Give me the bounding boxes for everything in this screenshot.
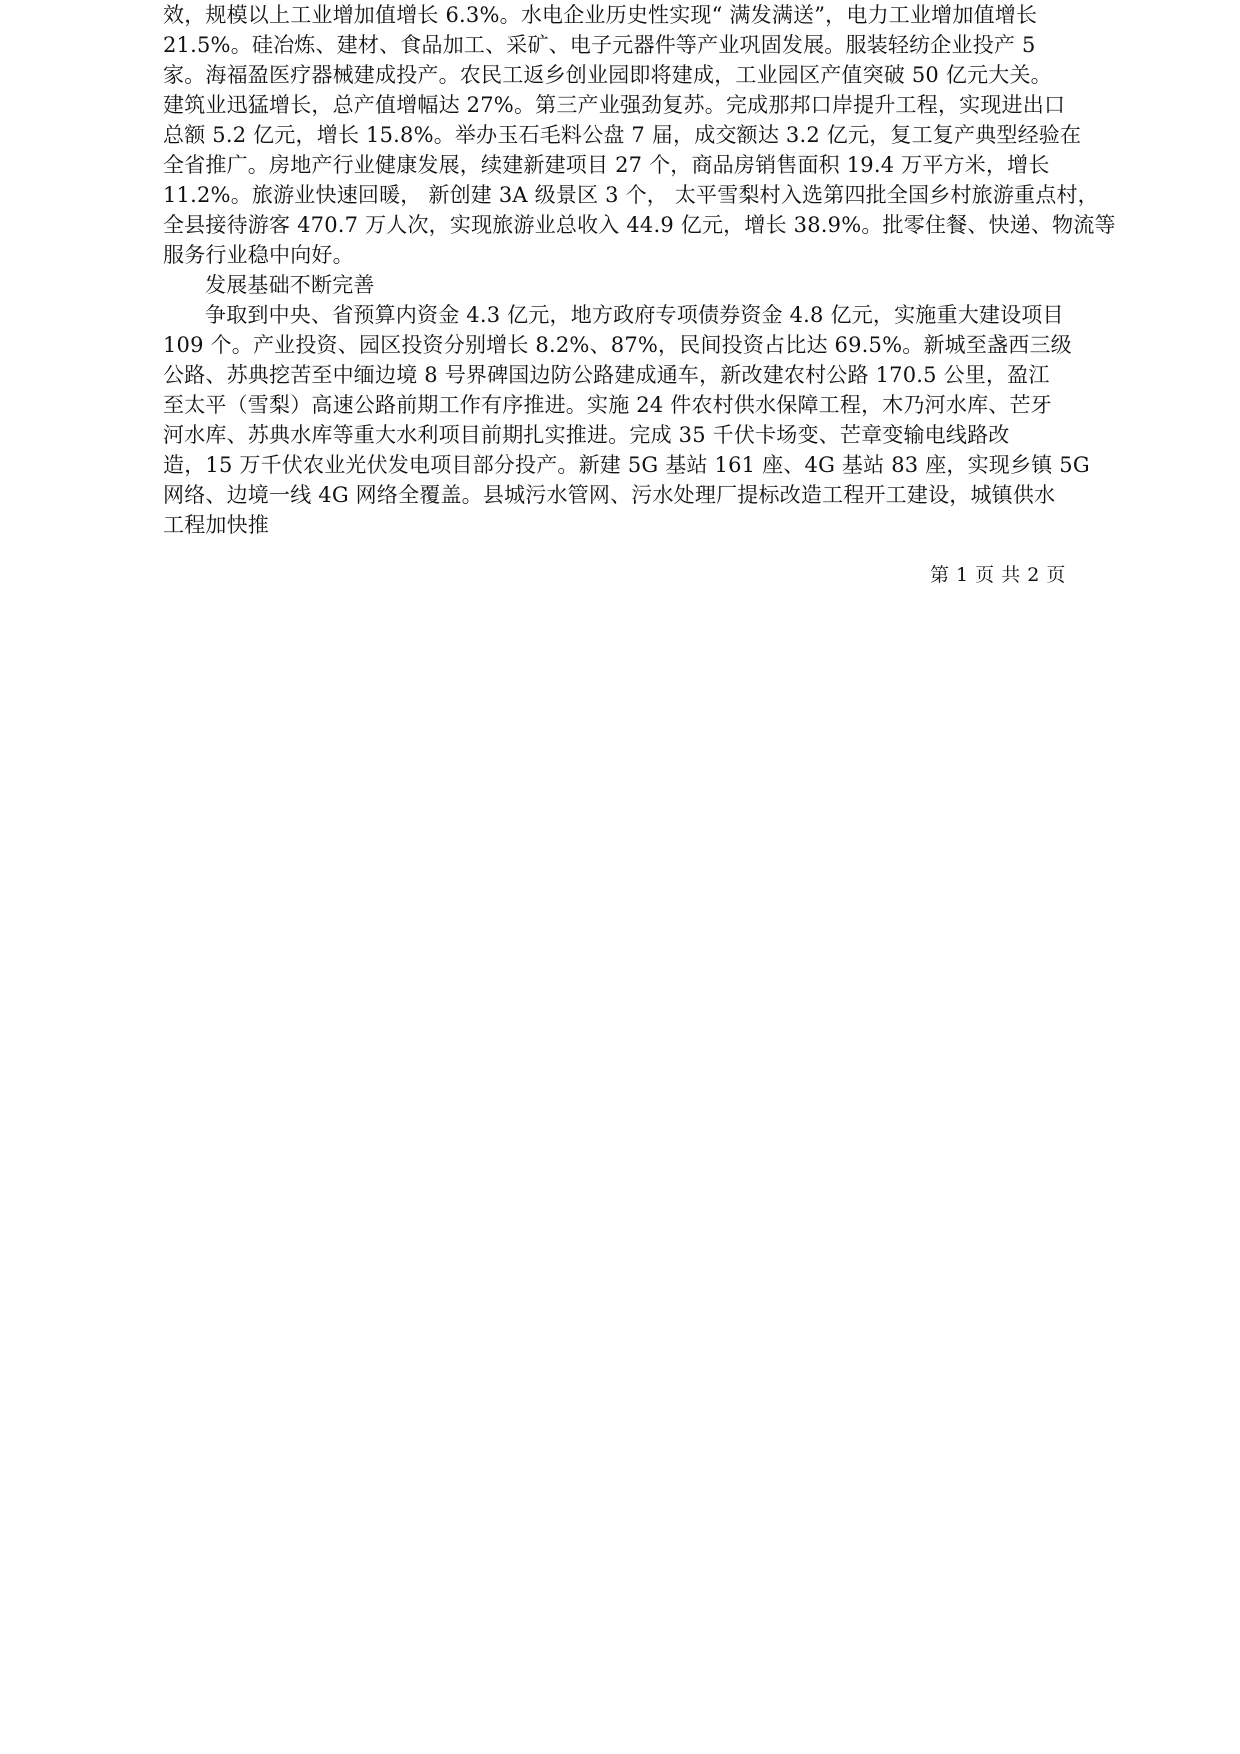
text-line: 服务行业稳中向好。: [163, 243, 354, 267]
text-line: 全县接待游客 470.7 万人次，实现旅游业总收入 44.9 亿元，增长 38.9%。批零住餐、快递、物流等: [163, 213, 1116, 237]
text-line: 11.2%。旅游业快速回暖， 新创建 3A 级景区 3 个， 太平雪梨村入选第四批全国乡村旅游重点村，: [163, 183, 1099, 207]
paragraph-infrastructure: [163, 300, 1093, 540]
text-line: 争取到中央、省预算内资金 4.3 亿元，地方政府专项债券资金 4.8 亿元，实施重大建设项目: [205, 303, 1064, 327]
section-heading: 发展基础不断完善: [205, 273, 375, 297]
text-line: 21.5%。硅冶炼、建材、食品加工、采矿、电子元器件等产业巩固发展。服装轻纺企业投产 5: [163, 33, 1036, 57]
text-line: 总额 5.2 亿元，增长 15.8%。举办玉石毛料公盘 7 届，成交额达 3.2 亿元，复工复产典型经验在: [163, 123, 1082, 147]
text-line: 109 个。产业投资、园区投资分别增长 8.2%、87%，民间投资占比达 69.5%。新城至盏西三级: [163, 333, 1072, 357]
text-line: 河水库、苏典水库等重大水利项目前期扎实推进。完成 35 千伏卡场变、芒章变输电线路改: [163, 423, 1010, 447]
text-line: 全省推广。房地产行业健康发展，续建新建项目 27 个，商品房销售面积 19.4 万平方米，增长: [163, 153, 1050, 177]
paragraph-industry: [163, 0, 1116, 270]
page-number-footer: 第 1 页 共 2 页: [930, 564, 1066, 586]
text-line: 建筑业迅猛增长，总产值增幅达 27%。第三产业强劲复苏。完成那邦口岸提升工程，实现进出口: [163, 93, 1066, 117]
text-line: 效，规模以上工业增加值增长 6.3%。水电企业历史性实现“ 满发满送”，电力工业增加值增长: [163, 3, 1038, 27]
text-line: 公路、苏典挖苦至中缅边境 8 号界碑国边防公路建成通车，新改建农村公路 170.5 公里，盈江: [163, 363, 1050, 387]
text-line: 造，15 万千伏农业光伏发电项目部分投产。新建 5G 基站 161 座、4G 基站 83 座，实现乡镇 5G: [163, 453, 1090, 477]
text-line: 至太平（雪梨）高速公路前期工作有序推进。实施 24 件农村供水保障工程，木乃河水库、芒牙: [163, 393, 1052, 417]
document-body: [163, 0, 1116, 540]
text-line: 工程加快推: [163, 513, 269, 537]
text-line: 家。海福盈医疗器械建成投产。农民工返乡创业园即将建成，工业园区产值突破 50 亿元大关。: [163, 63, 1052, 87]
text-line: 网络、边境一线 4G 网络全覆盖。县城污水管网、污水处理厂提标改造工程开工建设，城镇供水: [163, 483, 1056, 507]
